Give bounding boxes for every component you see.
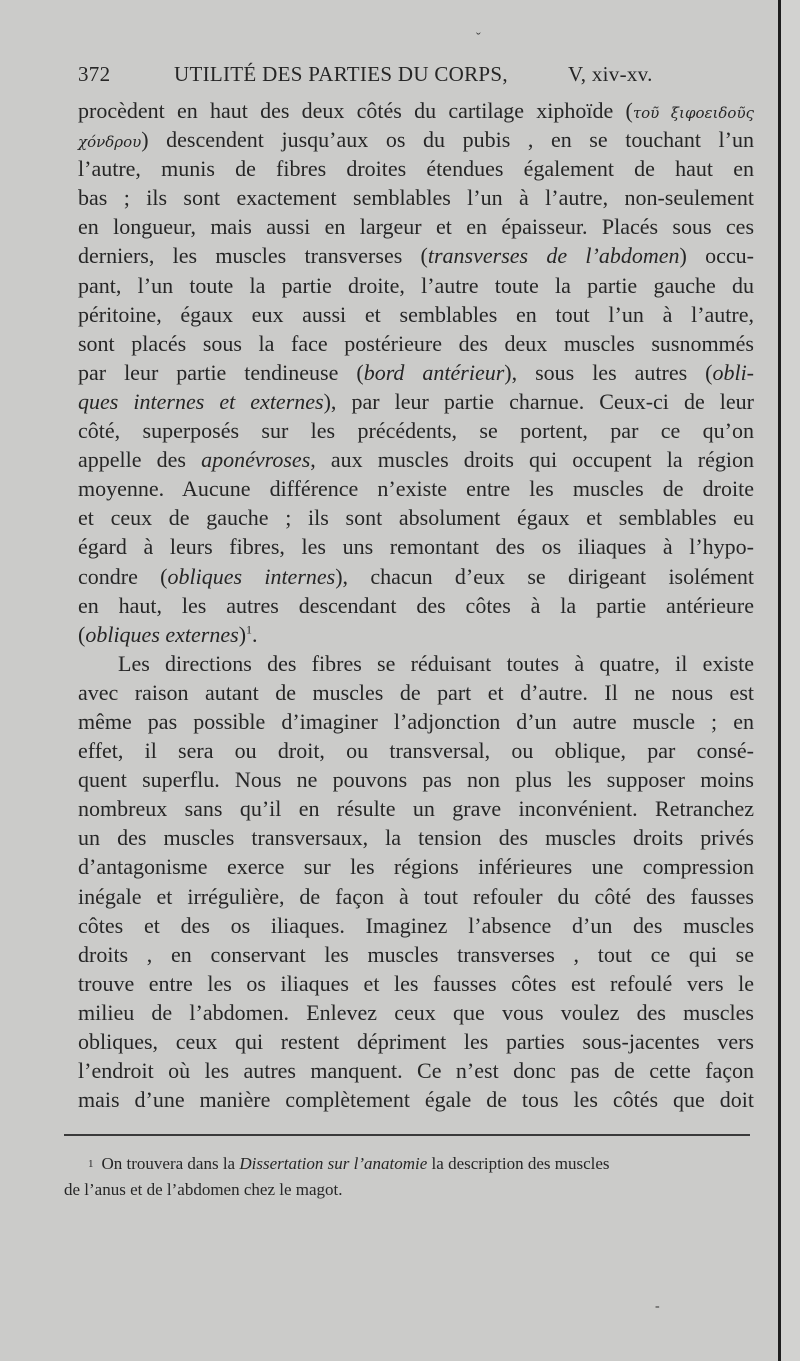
text-run: derniers, les muscles transverses (: [78, 243, 428, 269]
text-run: ), chacun d’eux se dirigeant isolément: [335, 563, 754, 589]
print-speck: ˇ: [476, 31, 481, 46]
text-run: ), par leur partie charnue. Ceux-ci de leur: [323, 388, 755, 414]
text-line: [78, 358, 754, 387]
footnote-reference[interactable]: 1: [246, 622, 253, 637]
text-run: ) occu-: [679, 243, 754, 269]
text-run: ) descendent jusqu’aux os du pubis , en se touchant l’un: [141, 127, 754, 153]
text-line: effet, il sera ou droit, ou transversal, ou oblique, par consé-: [78, 738, 754, 764]
text-line: [78, 241, 754, 270]
text-line: l’autre, munis de fibres droites étendues également de haut en: [78, 156, 754, 182]
text-line: trouve entre les os iliaques et les fausses côtes est refoulé vers le: [78, 970, 754, 996]
text-line: obliques, ceux qui restent dépriment les parties sous-jacentes vers: [78, 1029, 754, 1054]
text-run: .: [252, 621, 258, 647]
text-line: en haut, les autres descendant des côtes à la partie antérieure: [78, 592, 754, 618]
text-run: On trouvera dans la: [101, 1154, 240, 1173]
chapter-reference: V, xiv-xv.: [568, 62, 653, 86]
text-line: égard à leurs fibres, les uns remontant des os iliaques à l’hypo-: [78, 534, 754, 560]
text-line: côté, superposés sur les précédents, se portent, par ce qu’on: [78, 418, 754, 444]
text-line: [78, 562, 754, 591]
italic-term: obli-: [712, 359, 755, 385]
text-line: et ceux de gauche ; ils sont absolument égaux et semblables eu: [78, 505, 754, 531]
text-line: quent superflu. Nous ne pouvons pas non plus les supposer moins: [78, 767, 754, 793]
text-line: un des muscles transversaux, la tension des muscles droits privés: [78, 825, 754, 851]
text-run: par leur partie tendineuse (: [78, 359, 364, 385]
footnote-marker: 1: [88, 1158, 94, 1170]
text-run: condre (: [78, 563, 168, 589]
footnote-divider: [64, 1134, 750, 1136]
text-run: , aux muscles droits qui occupent la région: [310, 447, 754, 473]
text-line: pant, l’un toute la partie droite, l’autre toute la partie gauche du: [78, 272, 754, 298]
italic-term: transverses de l’abdomen: [427, 243, 680, 269]
text-line: [78, 125, 754, 154]
text-line: moyenne. Aucune différence n’existe entre les muscles de droite: [78, 476, 754, 502]
footnote-line: de l’anus et de l’abdomen chez le magot.: [64, 1180, 343, 1199]
italic-term: obliques internes: [167, 563, 336, 589]
text-line: [78, 620, 754, 649]
text-line: nombreux sans qu’il en résulte un grave inconvénient. Retranchez: [78, 796, 754, 822]
text-line: même pas possible d’imaginer l’adjonction d’un autre muscle ; en: [78, 708, 754, 734]
print-speck: -: [655, 1299, 660, 1314]
text-line: inégale et irrégulière, de façon à tout refouler du côté des fausses: [78, 883, 754, 909]
scan-margin: [781, 0, 800, 1361]
text-run: (: [78, 621, 86, 647]
main-text: [78, 96, 754, 1114]
text-line: [78, 96, 754, 125]
footnote: [64, 1151, 754, 1203]
text-line: l’endroit où les autres manquent. Ce n’est donc pas de cette façon: [78, 1058, 754, 1084]
text-run: la description des muscles: [427, 1154, 610, 1173]
text-line: bas ; ils sont exactement semblables l’un à l’autre, non-seulement: [78, 185, 754, 211]
text-line: [78, 445, 754, 474]
running-title: UTILITÉ DES PARTIES DU CORPS,: [174, 62, 508, 86]
italic-term: bord antérieur: [363, 359, 505, 385]
italic-term: aponévroses: [201, 447, 311, 473]
footnote-line: [64, 1151, 754, 1177]
italic-term: Dissertation sur l’anatomie: [239, 1154, 428, 1173]
text-line: droits , en conservant les muscles transverses , tout ce qui se: [78, 941, 754, 967]
text-run: appelle des: [78, 447, 202, 473]
greek-text: χόνδρου: [78, 133, 142, 152]
text-line: sont placés sous la face postérieure des deux muscles susnommés: [78, 330, 754, 356]
text-line: d’antagonisme exerce sur les régions inférieures une compression: [78, 854, 754, 880]
paragraph-first-line: Les directions des fibres se réduisant toutes à quatre, il existe: [118, 650, 754, 676]
text-line: péritoine, égaux eux aussi et semblables en tout l’un à l’autre,: [78, 301, 754, 327]
italic-term: ques internes et externes: [78, 388, 324, 414]
text-run: procèdent en haut des deux côtés du cartilage xiphoïde (: [78, 98, 633, 123]
text-line: mais d’une manière complètement égale de tous les côtés que doit: [78, 1087, 754, 1113]
text-line: en longueur, mais aussi en largeur et en épaisseur. Placés sous ces: [78, 214, 754, 240]
page-number: 372: [78, 62, 111, 86]
text-line: milieu de l’abdomen. Enlevez ceux que vous voulez des muscles: [78, 999, 754, 1025]
greek-text: τοῦ ξιφοειδοῦς: [632, 104, 754, 122]
text-run: ): [238, 621, 247, 647]
italic-term: obliques externes: [85, 621, 239, 647]
text-line: avec raison autant de muscles de part et d’autre. Il ne nous est: [78, 679, 754, 705]
text-line: côtes et des os iliaques. Imaginez l’absence d’un des muscles: [78, 912, 754, 938]
text-line: [78, 387, 754, 416]
text-run: ), sous les autres (: [504, 359, 713, 385]
